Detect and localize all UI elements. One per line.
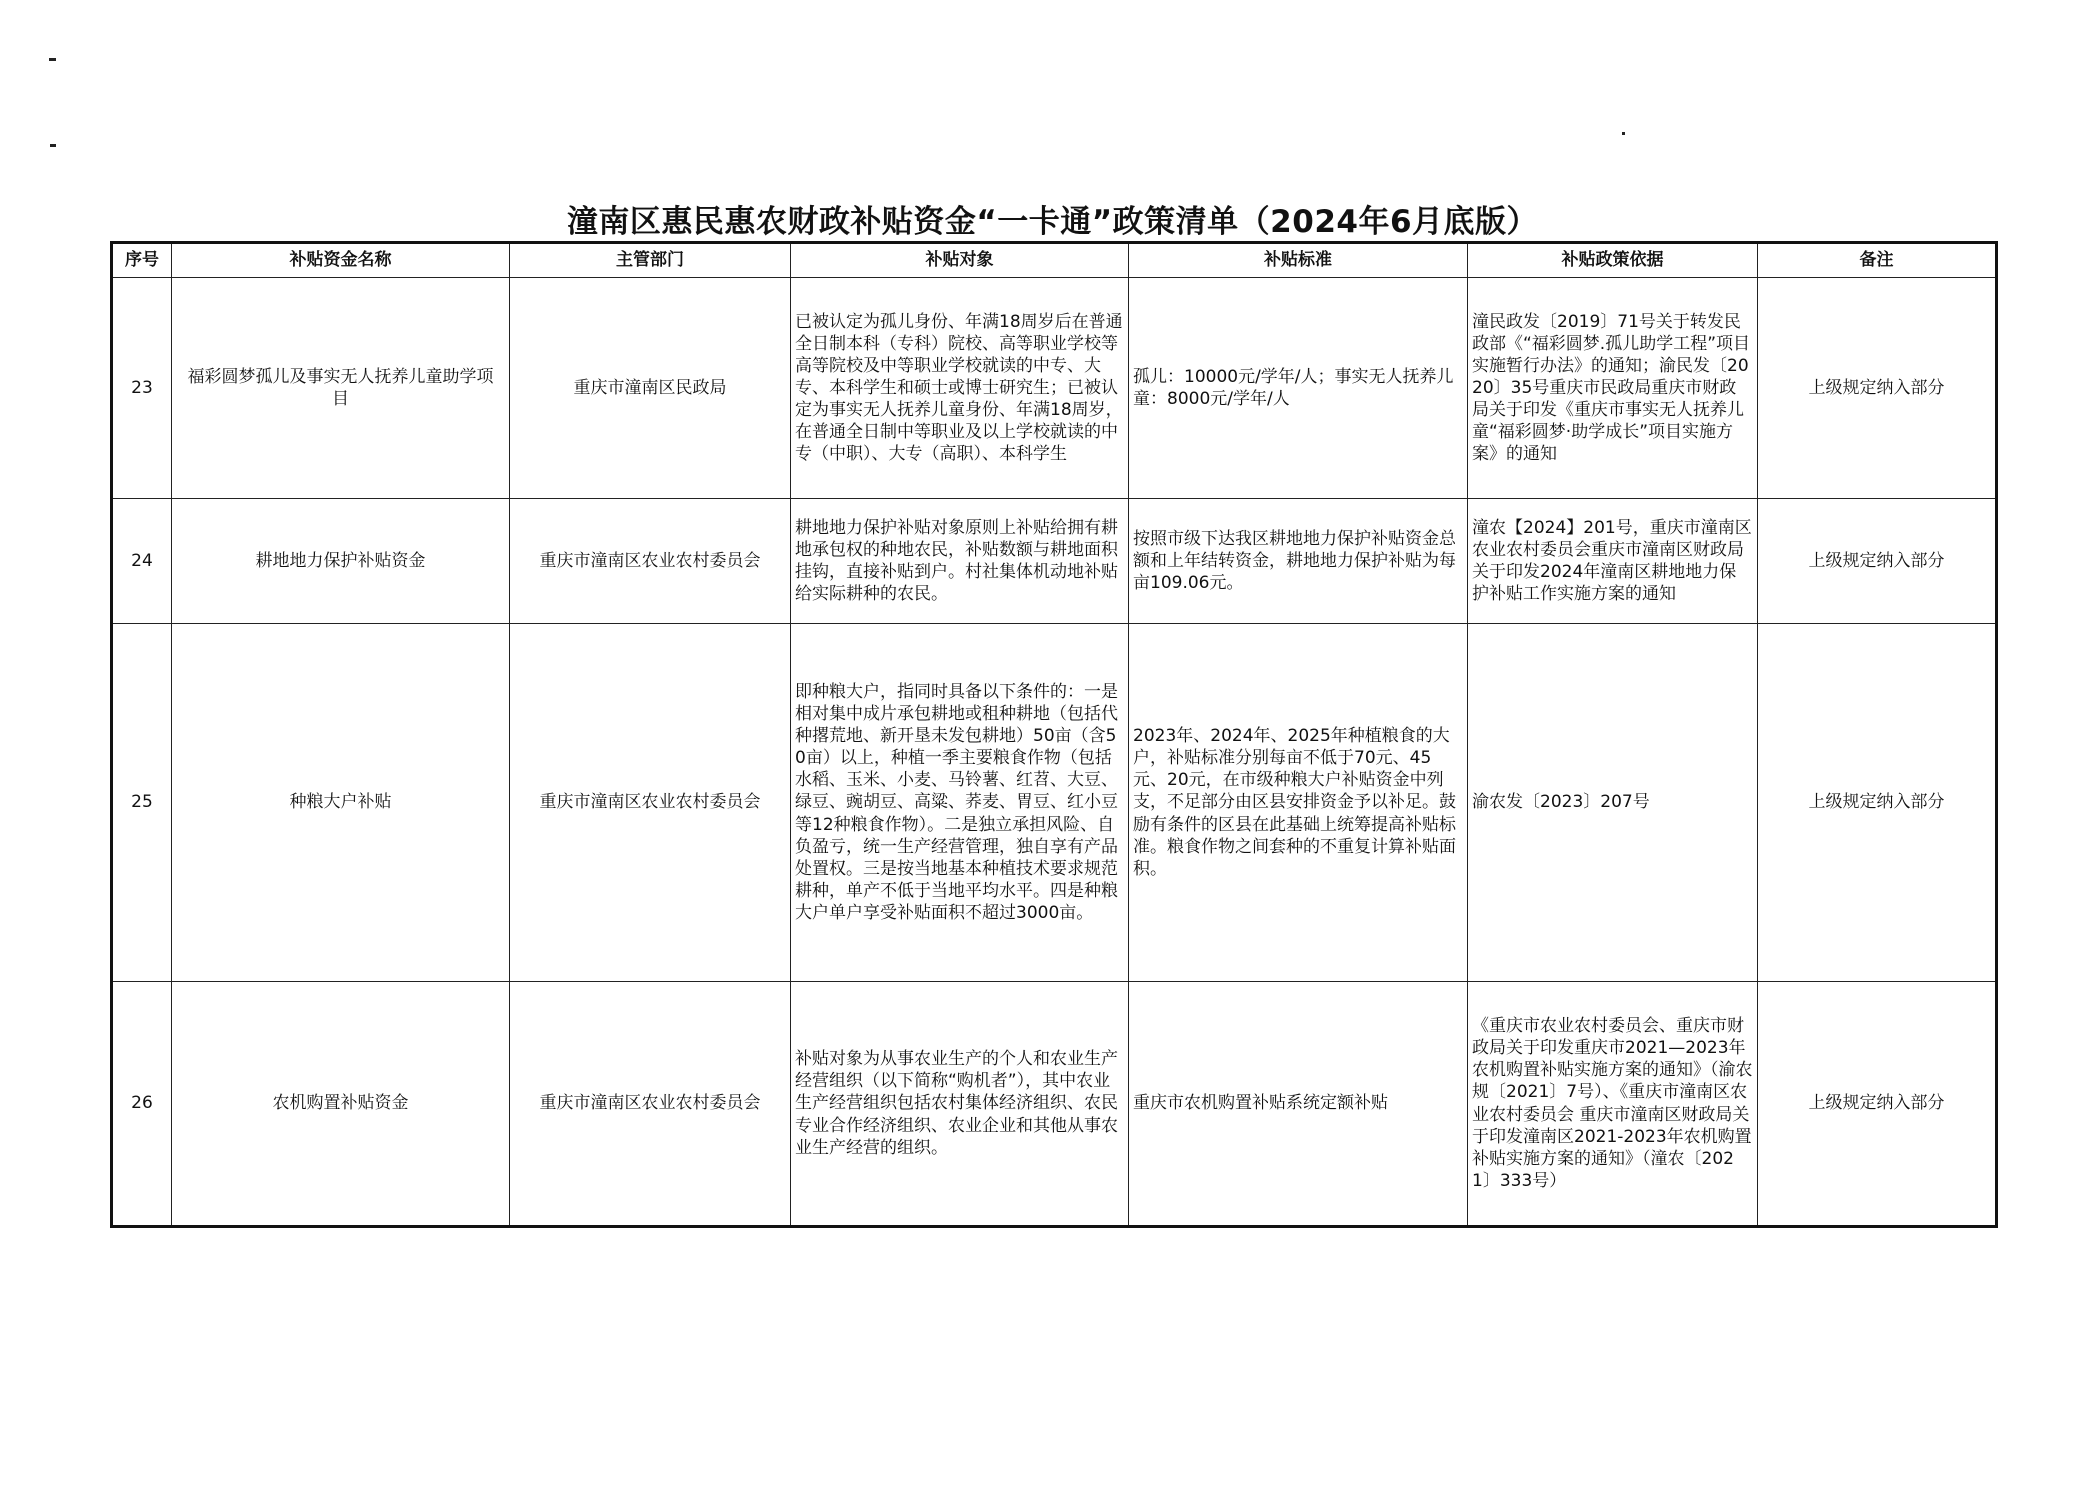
cell-seq: 25 <box>112 624 172 982</box>
header-seq: 序号 <box>112 243 172 278</box>
cell-subsidy-standard: 2023年、2024年、2025年种植粮食的大户，补贴标准分别每亩不低于70元、45元、20元，在市级种粮大户补贴资金中列支，不足部分由区县安排资金予以补足。鼓励有条件的区县在此基础上统筹提高补贴标准。粮食作物之间套种的不重复计算补贴面积。 <box>1129 624 1468 982</box>
cell-subsidy-name: 农机购置补贴资金 <box>172 982 510 1227</box>
cell-subsidy-name: 种粮大户补贴 <box>172 624 510 982</box>
header-subsidy-standard: 补贴标准 <box>1129 243 1468 278</box>
scan-mark <box>1622 132 1625 135</box>
page-title: 潼南区惠民惠农财政补贴资金“一卡通”政策清单（2024年6月底版） <box>566 204 1539 240</box>
cell-department: 重庆市潼南区农业农村委员会 <box>510 982 791 1227</box>
policy-table <box>110 241 1998 1228</box>
cell-subsidy-target: 补贴对象为从事农业生产的个人和农业生产经营组织（以下简称“购机者”），其中农业生产经营组织包括农村集体经济组织、农民专业合作经济组织、农业企业和其他从事农业生产经营的组织。 <box>791 982 1129 1227</box>
header-department: 主管部门 <box>510 243 791 278</box>
header-subsidy-target: 补贴对象 <box>791 243 1129 278</box>
cell-remark: 上级规定纳入部分 <box>1758 499 1997 624</box>
header-subsidy-name: 补贴资金名称 <box>172 243 510 278</box>
table-header-row <box>112 243 1997 278</box>
cell-seq: 24 <box>112 499 172 624</box>
cell-remark: 上级规定纳入部分 <box>1758 982 1997 1227</box>
cell-subsidy-target: 已被认定为孤儿身份、年满18周岁后在普通全日制本科（专科）院校、高等职业学校等高等院校及中等职业学校就读的中专、大专、本科学生和硕士或博士研究生；已被认定为事实无人抚养儿童身份、年满18周岁，在普通全日制中等职业及以上学校就读的中专（中职）、大专（高职）、本科学生 <box>791 278 1129 499</box>
scan-mark <box>50 144 56 147</box>
cell-policy-basis: 潼民政发〔2019〕71号关于转发民政部《“福彩圆梦.孤儿助学工程”项目实施暂行办法》的通知；渝民发〔2020〕35号重庆市民政局重庆市财政局关于印发《重庆市事实无人抚养儿童“福彩圆梦·助学成长”项目实施方案》的通知 <box>1468 278 1758 499</box>
table-row <box>112 982 1997 1227</box>
cell-subsidy-standard: 孤儿：10000元/学年/人；事实无人抚养儿童：8000元/学年/人 <box>1129 278 1468 499</box>
cell-policy-basis: 渝农发〔2023〕207号 <box>1468 624 1758 982</box>
scan-mark <box>49 58 56 61</box>
cell-subsidy-standard: 重庆市农机购置补贴系统定额补贴 <box>1129 982 1468 1227</box>
header-policy-basis: 补贴政策依据 <box>1468 243 1758 278</box>
table-row <box>112 278 1997 499</box>
cell-seq: 23 <box>112 278 172 499</box>
cell-department: 重庆市潼南区农业农村委员会 <box>510 499 791 624</box>
cell-subsidy-name: 福彩圆梦孤儿及事实无人抚养儿童助学项目 <box>172 278 510 499</box>
cell-subsidy-target: 即种粮大户，指同时具备以下条件的：一是相对集中成片承包耕地或租种耕地（包括代种撂荒地、新开垦未发包耕地）50亩（含50亩）以上，种植一季主要粮食作物（包括水稻、玉米、小麦、马铃薯、红苕、大豆、绿豆、豌胡豆、高粱、荞麦、胃豆、红小豆等12种粮食作物）。二是独立承担风险、自负盈亏，统一生产经营管理，独自享有产品处置权。三是按当地基本种植技术要求规范耕种，单产不低于当地平均水平。四是种粮大户单户享受补贴面积不超过3000亩。 <box>791 624 1129 982</box>
cell-department: 重庆市潼南区农业农村委员会 <box>510 624 791 982</box>
table-row <box>112 499 1997 624</box>
cell-policy-basis: 潼农【2024】201号，重庆市潼南区农业农村委员会重庆市潼南区财政局关于印发2024年潼南区耕地地力保护补贴工作实施方案的通知 <box>1468 499 1758 624</box>
cell-subsidy-target: 耕地地力保护补贴对象原则上补贴给拥有耕地承包权的种地农民，补贴数额与耕地面积挂钩，直接补贴到户。村社集体机动地补贴给实际耕种的农民。 <box>791 499 1129 624</box>
cell-subsidy-name: 耕地地力保护补贴资金 <box>172 499 510 624</box>
cell-remark: 上级规定纳入部分 <box>1758 278 1997 499</box>
cell-remark: 上级规定纳入部分 <box>1758 624 1997 982</box>
cell-policy-basis: 《重庆市农业农村委员会、重庆市财政局关于印发重庆市2021—2023年农机购置补贴实施方案的通知》（渝农规〔2021〕7号）、《重庆市潼南区农业农村委员会 重庆市潼南区财政局关于印发潼南区2021-2023年农机购置补贴实施方案的通知》（潼农〔2021〕333号） <box>1468 982 1758 1227</box>
table-row <box>112 624 1997 982</box>
cell-seq: 26 <box>112 982 172 1227</box>
header-remark: 备注 <box>1758 243 1997 278</box>
cell-subsidy-standard: 按照市级下达我区耕地地力保护补贴资金总额和上年结转资金，耕地地力保护补贴为每亩109.06元。 <box>1129 499 1468 624</box>
cell-department: 重庆市潼南区民政局 <box>510 278 791 499</box>
